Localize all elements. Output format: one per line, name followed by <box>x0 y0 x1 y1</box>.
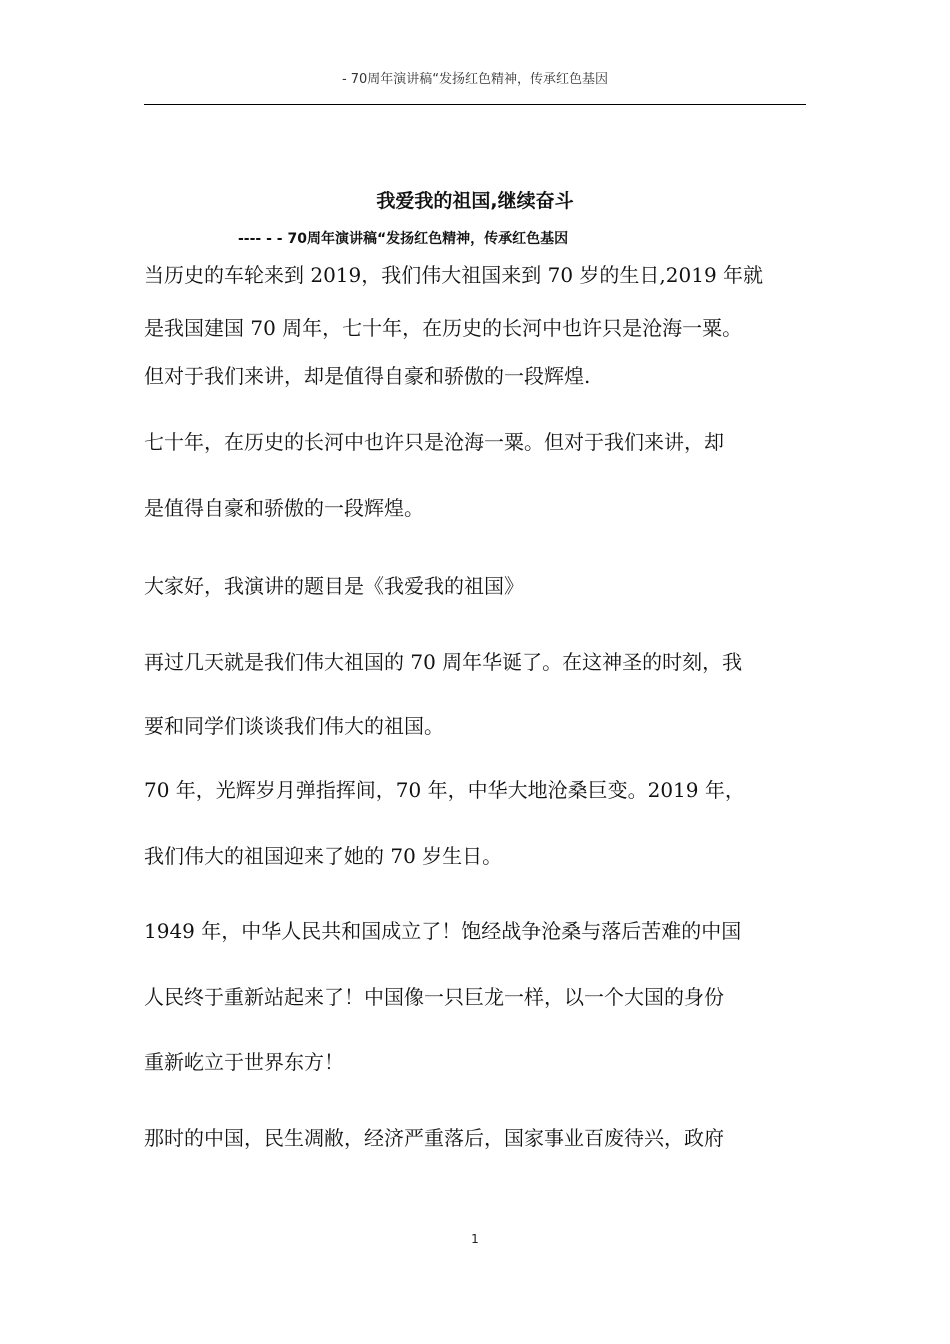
running-header: - 70周年演讲稿“发扬红色精神，传承红色基因 <box>341 72 609 87</box>
body-line: 再过几天就是我们伟大祖国的 70 周年华诞了。在这神圣的时刻，我 <box>144 650 743 674</box>
body-line: 要和同学们谈谈我们伟大的祖国。 <box>144 714 444 738</box>
page-number: 1 <box>471 1232 479 1246</box>
body-line: 但对于我们来讲，却是值得自豪和骄傲的一段辉煌. <box>144 364 591 388</box>
body-line: 我们伟大的祖国迎来了她的 70 岁生日。 <box>144 844 503 868</box>
document-title: 我爱我的祖国,继续奋斗 <box>376 190 574 212</box>
document-subtitle: ---- - - 70周年演讲稿“发扬红色精神，传承红色基因 <box>238 231 569 247</box>
header-rule <box>144 104 806 105</box>
body-line: 重新屹立于世界东方！ <box>144 1050 344 1074</box>
body-line: 七十年，在历史的长河中也许只是沧海一粟。但对于我们来讲，却 <box>144 430 724 454</box>
body-line: 70 年，光辉岁月弹指挥间，70 年，中华大地沧桑巨变。2019 年， <box>144 778 745 802</box>
body-line: 是值得自豪和骄傲的一段辉煌。 <box>144 496 424 520</box>
body-line: 大家好，我演讲的题目是《我爱我的祖国》 <box>144 574 524 598</box>
body-line: 人民终于重新站起来了！中国像一只巨龙一样，以一个大国的身份 <box>144 985 724 1009</box>
body-line: 那时的中国，民生凋敝，经济严重落后，国家事业百废待兴，政府 <box>144 1126 724 1150</box>
body-line: 当历史的车轮来到 2019，我们伟大祖国来到 70 岁的生日,2019 年就 <box>144 263 764 287</box>
body-line: 1949 年，中华人民共和国成立了！饱经战争沧桑与落后苦难的中国 <box>144 919 742 943</box>
body-line: 是我国建国 70 周年，七十年，在历史的长河中也许只是沧海一粟。 <box>144 316 743 340</box>
